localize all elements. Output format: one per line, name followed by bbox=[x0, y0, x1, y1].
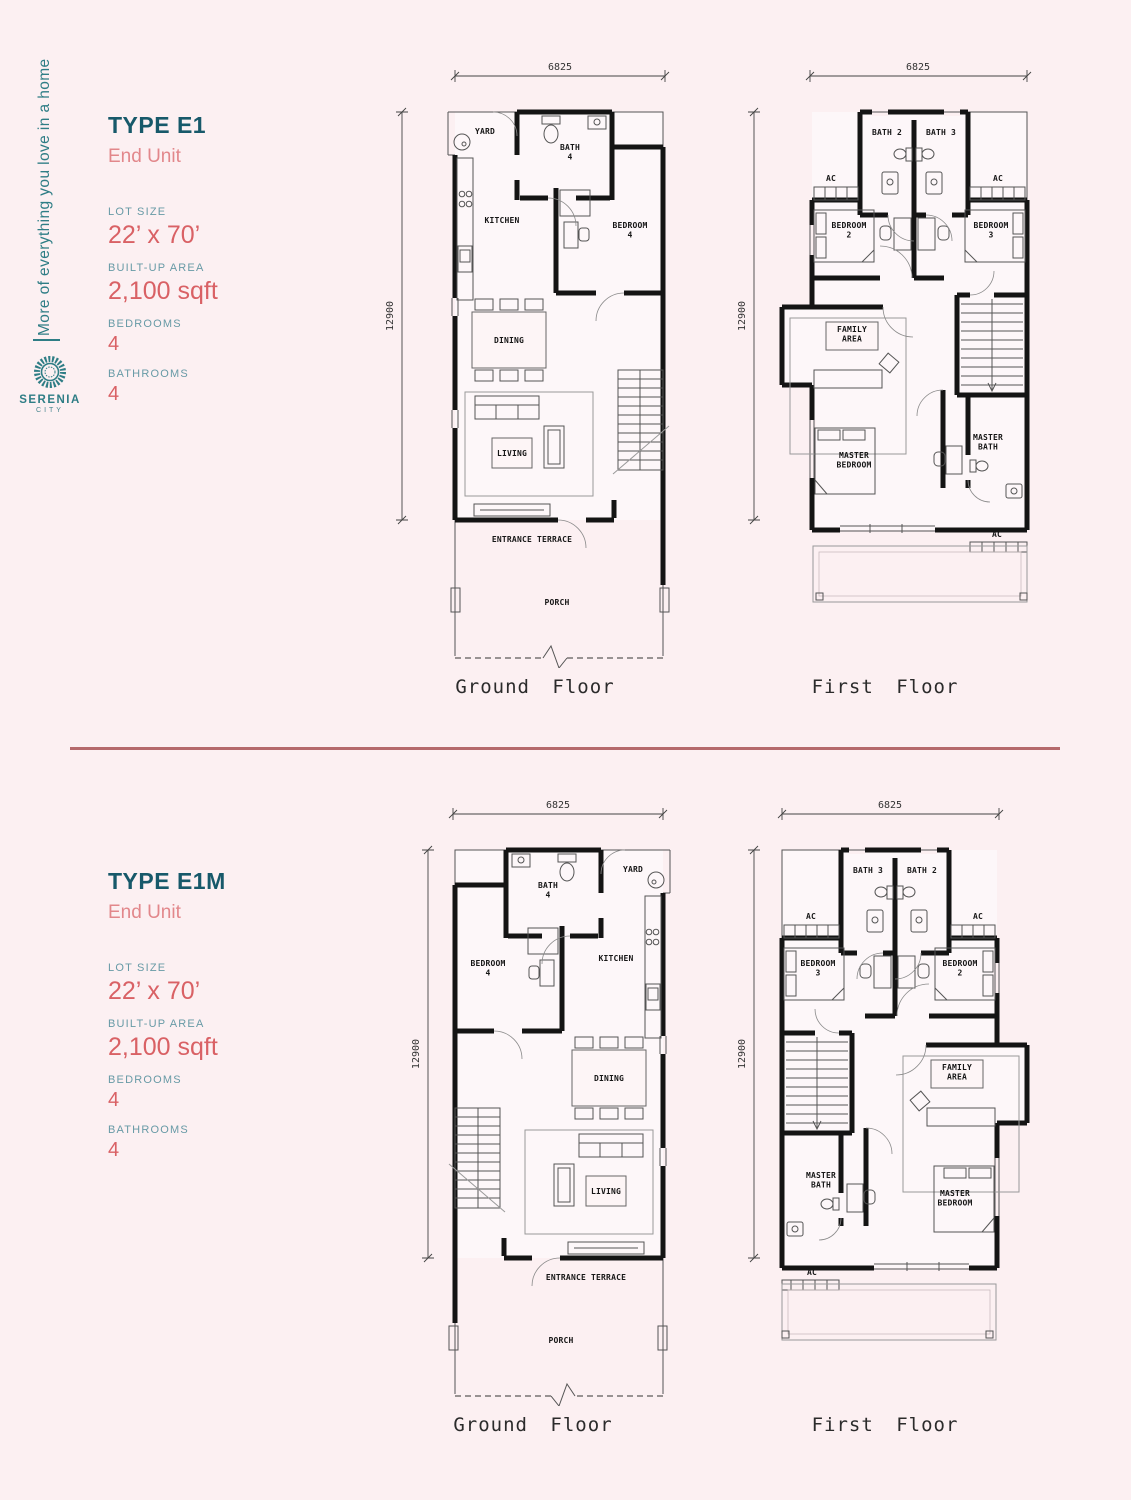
room-label-bath2: BATH 2 bbox=[871, 128, 903, 137]
room-label-porch: PORCH bbox=[548, 1336, 574, 1345]
room-label-living: LIVING bbox=[496, 449, 528, 458]
plan-drawing bbox=[380, 60, 690, 668]
unit-info-e1 bbox=[108, 112, 358, 418]
room-label-kitchen: KITCHEN bbox=[598, 954, 634, 963]
room-label-yard: YARD bbox=[474, 127, 496, 136]
room-label-kitchen: KITCHEN bbox=[484, 216, 520, 225]
room-label-bath2: BATH 2 bbox=[906, 866, 938, 875]
room-label-dining: DINING bbox=[493, 336, 525, 345]
floor-caption: First Floor bbox=[811, 676, 959, 698]
room-label-ac-right: AC bbox=[992, 174, 1004, 183]
room-label-bedroom4: BEDROOM 4 bbox=[612, 221, 648, 240]
brand-logo bbox=[14, 352, 86, 414]
dim-height-label: 12900 bbox=[385, 300, 396, 332]
room-label-master-bedroom: MASTER BEDROOM bbox=[836, 451, 872, 470]
logo-name: SERENIA bbox=[19, 394, 81, 406]
unit-type-title: TYPE E1M bbox=[108, 868, 226, 894]
floor-caption: First Floor bbox=[811, 1414, 959, 1436]
dim-height-label: 12900 bbox=[737, 300, 748, 332]
room-label-dining: DINING bbox=[593, 1074, 625, 1083]
floorplan-e1-ground bbox=[380, 60, 690, 720]
room-label-porch: PORCH bbox=[544, 598, 570, 607]
spec-lot-size: LOT SIZE 22’ x 70’ bbox=[108, 206, 201, 249]
room-label-bath3: BATH 3 bbox=[852, 866, 884, 875]
dim-width-label: 6825 bbox=[545, 800, 571, 811]
room-label-bedroom2: BEDROOM 2 bbox=[942, 959, 978, 978]
spec-lot-size: LOT SIZE 22’ x 70’ bbox=[108, 962, 201, 1005]
floor-caption: Ground Floor bbox=[455, 676, 615, 698]
plan-drawing bbox=[730, 798, 1040, 1406]
spec-bedrooms: BEDROOMS 4 bbox=[108, 1074, 182, 1111]
spec-built-up: BUILT-UP AREA 2,100 sqft bbox=[108, 262, 218, 305]
unit-info-e1m bbox=[108, 868, 358, 1174]
room-label-bath4: BATH 4 bbox=[559, 143, 581, 162]
room-label-ac-right: AC bbox=[972, 912, 984, 921]
room-label-bath3: BATH 3 bbox=[925, 128, 957, 137]
dim-width-label: 6825 bbox=[905, 62, 931, 73]
room-label-yard: YARD bbox=[622, 865, 644, 874]
dim-width-label: 6825 bbox=[877, 800, 903, 811]
room-label-bath4: BATH 4 bbox=[537, 881, 559, 900]
room-label-master-bath: MASTER BATH bbox=[805, 1171, 837, 1190]
dim-height-label: 12900 bbox=[411, 1038, 422, 1070]
spec-bathrooms: BATHROOMS 4 bbox=[108, 1124, 189, 1161]
room-label-family-area: FAMILY AREA bbox=[941, 1063, 973, 1082]
tagline-divider-dash bbox=[33, 339, 60, 341]
plan-drawing bbox=[378, 798, 688, 1406]
room-label-living: LIVING bbox=[590, 1187, 622, 1196]
room-label-entrance-terrace: ENTRANCE TERRACE bbox=[545, 1273, 627, 1282]
room-label-bedroom2: BEDROOM 2 bbox=[831, 221, 867, 240]
spec-list bbox=[108, 206, 358, 406]
vertical-tagline: More of everything you love in a home bbox=[36, 58, 53, 336]
room-label-ac-left: AC bbox=[825, 174, 837, 183]
floorplan-e1m-ground bbox=[378, 798, 688, 1458]
room-label-bedroom3: BEDROOM 3 bbox=[800, 959, 836, 978]
section-divider bbox=[70, 747, 1060, 750]
room-label-family-area: FAMILY AREA bbox=[836, 325, 868, 344]
room-label-bedroom3: BEDROOM 3 bbox=[973, 221, 1009, 240]
room-label-master-bedroom: MASTER BEDROOM bbox=[937, 1189, 973, 1208]
dim-width-label: 6825 bbox=[547, 62, 573, 73]
plan-drawing bbox=[730, 60, 1040, 668]
gear-icon bbox=[30, 352, 70, 392]
spec-bedrooms: BEDROOMS 4 bbox=[108, 318, 182, 355]
spec-bathrooms: BATHROOMS 4 bbox=[108, 368, 189, 405]
room-label-master-bath: MASTER BATH bbox=[972, 433, 1004, 452]
unit-subtitle: End Unit bbox=[108, 902, 181, 923]
unit-type-title: TYPE E1 bbox=[108, 112, 207, 138]
spec-built-up: BUILT-UP AREA 2,100 sqft bbox=[108, 1018, 218, 1061]
room-label-ac-bottom: AC bbox=[991, 530, 1003, 539]
logo-sub: CITY bbox=[36, 407, 64, 414]
room-label-bedroom4: BEDROOM 4 bbox=[470, 959, 506, 978]
room-label-ac-left: AC bbox=[805, 912, 817, 921]
floor-caption: Ground Floor bbox=[453, 1414, 613, 1436]
floorplan-e1m-first bbox=[730, 798, 1040, 1458]
room-label-entrance-terrace: ENTRANCE TERRACE bbox=[491, 535, 573, 544]
spec-list bbox=[108, 962, 358, 1162]
unit-subtitle: End Unit bbox=[108, 146, 181, 167]
floorplan-e1-first bbox=[730, 60, 1040, 720]
dim-height-label: 12900 bbox=[737, 1038, 748, 1070]
room-label-ac-bottom: AC bbox=[806, 1268, 818, 1277]
